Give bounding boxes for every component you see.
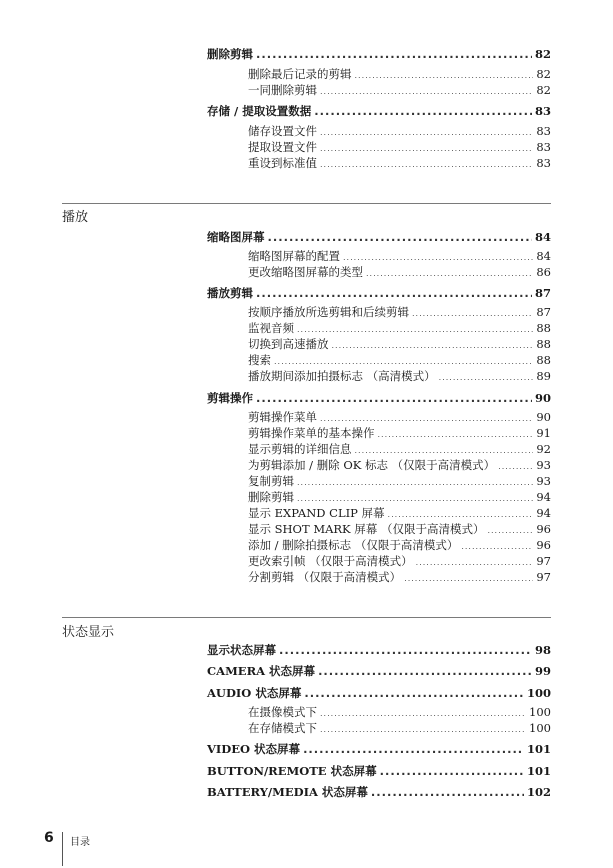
toc-entry[interactable]	[248, 155, 551, 171]
leader-dots	[320, 414, 533, 423]
toc-entry-label: 显示 EXPAND CLIP 屏幕	[248, 506, 385, 520]
toc-entry[interactable]	[207, 285, 551, 301]
toc-entry[interactable]	[248, 336, 551, 352]
toc-entry-label: 更改索引帧 （仅限于高清模式）	[248, 554, 413, 568]
toc-entry[interactable]	[207, 741, 551, 757]
toc-entry-label: 剪辑操作	[207, 391, 253, 405]
toc-entry-page: 90	[534, 391, 551, 405]
footer-page-number: 6	[44, 830, 54, 846]
section-divider	[62, 203, 551, 204]
toc-entry-label: 添加 / 删除拍摄标志 （仅限于高清模式）	[248, 538, 459, 552]
toc-entry[interactable]	[248, 304, 551, 320]
toc-entry-page: 101	[526, 742, 551, 756]
toc-entry-page: 100	[529, 705, 551, 719]
leader-dots	[343, 253, 533, 262]
toc-entry[interactable]	[248, 473, 551, 489]
toc-entry-label: 缩略图屏幕的配置	[248, 249, 340, 263]
toc-entry[interactable]	[248, 368, 551, 384]
toc-entry-label: 复制剪辑	[248, 474, 294, 488]
toc-entry-label: 删除剪辑	[248, 490, 294, 504]
toc-entry-page: 96	[536, 522, 551, 536]
toc-entry-page: 92	[536, 442, 551, 456]
toc-entry-label: 缩略图屏幕	[207, 230, 265, 244]
leader-dots	[388, 510, 534, 519]
leader-dots	[378, 430, 534, 439]
toc-entry-page: 82	[536, 67, 551, 81]
toc-entry-label: 切换到高速播放	[248, 337, 329, 351]
leader-dots	[268, 230, 532, 244]
toc-entry-label: BATTERY/MEDIA 状态屏幕	[207, 785, 368, 799]
leader-dots	[412, 309, 533, 318]
toc-entry[interactable]	[248, 425, 551, 441]
toc-entry-label: VIDEO 状态屏幕	[207, 742, 301, 756]
toc-entry[interactable]	[248, 720, 551, 736]
toc-entry[interactable]	[248, 704, 551, 720]
toc-entry[interactable]	[248, 409, 551, 425]
leader-dots	[318, 664, 532, 678]
toc-entry-page: 88	[536, 337, 551, 351]
toc-entry-page: 88	[536, 321, 551, 335]
toc-entry[interactable]	[207, 763, 551, 779]
toc-entry-label: 显示剪辑的详细信息	[248, 442, 352, 456]
toc-entry-page: 87	[536, 305, 551, 319]
leader-dots	[371, 785, 524, 799]
toc-entry-page: 102	[526, 785, 551, 799]
toc-entry-page: 83	[536, 156, 551, 170]
toc-entry-label: 分割剪辑 （仅限于高清模式）	[248, 570, 402, 584]
footer-divider	[62, 832, 63, 866]
toc-entry-label: CAMERA 状态屏幕	[207, 664, 316, 678]
toc-entry-page: 88	[536, 353, 551, 367]
toc-entry[interactable]	[207, 390, 551, 406]
toc-entry[interactable]	[207, 784, 551, 800]
leader-dots	[355, 71, 534, 80]
toc-entry-page: 91	[536, 426, 551, 440]
toc-entry[interactable]	[207, 46, 551, 62]
leader-dots	[498, 462, 533, 471]
leader-dots	[274, 357, 533, 366]
toc-entry[interactable]	[248, 82, 551, 98]
toc-entry-page: 86	[536, 265, 551, 279]
toc-entry[interactable]	[207, 229, 551, 245]
toc-entry[interactable]	[248, 537, 551, 553]
toc-entry[interactable]	[248, 457, 551, 473]
toc-entry[interactable]	[248, 521, 551, 537]
toc-entry-label: 剪辑操作菜单的基本操作	[248, 426, 375, 440]
toc-entry-label: 存储 / 提取设置数据	[207, 104, 312, 118]
toc-entry-page: 99	[534, 664, 551, 678]
toc-entry-label: 剪辑操作菜单	[248, 410, 317, 424]
toc-entry-label: 搜索	[248, 353, 271, 367]
toc-entry[interactable]	[248, 320, 551, 336]
toc-entry-label: 显示 SHOT MARK 屏幕 （仅限于高清模式）	[248, 522, 485, 536]
toc-entry-label: 在存储模式下	[248, 721, 317, 735]
section-title-playback: 播放	[62, 210, 89, 225]
leader-dots	[256, 391, 532, 405]
leader-dots	[320, 144, 533, 153]
toc-entry-label: 监视音频	[248, 321, 294, 335]
toc-entry[interactable]	[207, 663, 551, 679]
toc-entry[interactable]	[248, 139, 551, 155]
leader-dots	[355, 446, 534, 455]
leader-dots	[304, 686, 524, 700]
toc-entry-page: 101	[526, 764, 551, 778]
leader-dots	[416, 558, 534, 567]
leader-dots	[320, 128, 533, 137]
toc-entry[interactable]	[248, 264, 551, 280]
toc-entry-page: 83	[536, 140, 551, 154]
leader-dots	[314, 104, 532, 118]
toc-entry-label: 播放期间添加拍摄标志 （高清模式）	[248, 369, 436, 383]
toc-entry[interactable]	[248, 441, 551, 457]
leader-dots	[297, 494, 533, 503]
toc-entry-page: 100	[529, 721, 551, 735]
toc-entry-label: 显示状态屏幕	[207, 643, 276, 657]
toc-entry-label: 删除最后记录的剪辑	[248, 67, 352, 81]
leader-dots	[320, 725, 526, 734]
toc-entry[interactable]	[248, 248, 551, 264]
toc-entry-page: 94	[536, 490, 551, 504]
leader-dots	[320, 160, 533, 169]
toc-entry-label: 删除剪辑	[207, 47, 253, 61]
section-title-status: 状态显示	[62, 625, 115, 640]
leader-dots	[297, 478, 533, 487]
toc-entry-page: 97	[536, 570, 551, 584]
leader-dots	[320, 87, 533, 96]
leader-dots	[380, 764, 524, 778]
toc-entry[interactable]	[248, 123, 551, 139]
toc-entry[interactable]	[207, 642, 551, 658]
leader-dots	[461, 542, 533, 551]
toc-entry[interactable]	[248, 553, 551, 569]
toc-entry-label: BUTTON/REMOTE 状态屏幕	[207, 764, 377, 778]
toc-entry-page: 82	[534, 47, 551, 61]
toc-entry-label: AUDIO 状态屏幕	[207, 686, 302, 700]
leader-dots	[303, 742, 524, 756]
leader-dots	[256, 286, 532, 300]
toc-entry-page: 83	[536, 124, 551, 138]
toc-entry-page: 94	[536, 506, 551, 520]
toc-entry-label: 更改缩略图屏幕的类型	[248, 265, 363, 279]
toc-entry-label: 重设到标准值	[248, 156, 317, 170]
toc-entry-page: 89	[536, 369, 551, 383]
leader-dots	[487, 526, 533, 535]
leader-dots	[279, 643, 532, 657]
toc-entry[interactable]	[248, 352, 551, 368]
toc-entry-label: 为剪辑添加 / 删除 OK 标志 （仅限于高清模式）	[248, 458, 496, 472]
toc-entry-page: 98	[534, 643, 551, 657]
toc-entry-page: 84	[536, 249, 551, 263]
toc-entry-page: 82	[536, 83, 551, 97]
toc-entry-label: 播放剪辑	[207, 286, 253, 300]
leader-dots	[332, 341, 534, 350]
toc-entry-label: 在摄像模式下	[248, 705, 317, 719]
toc-entry-page: 87	[534, 286, 551, 300]
toc-entry-label: 一同删除剪辑	[248, 83, 317, 97]
leader-dots	[439, 373, 534, 382]
leader-dots	[320, 709, 526, 718]
section-divider	[62, 617, 551, 618]
toc-entry[interactable]	[248, 505, 551, 521]
toc-entry-page: 97	[536, 554, 551, 568]
toc-entry-label: 储存设置文件	[248, 124, 317, 138]
toc-entry-page: 96	[536, 538, 551, 552]
leader-dots	[256, 47, 532, 61]
footer-label: 目录	[70, 837, 90, 848]
toc-entry-page: 100	[526, 686, 551, 700]
toc-entry[interactable]	[207, 103, 551, 119]
toc-entry[interactable]	[248, 66, 551, 82]
toc-entry-page: 93	[536, 458, 551, 472]
toc-entry-page: 90	[536, 410, 551, 424]
leader-dots	[404, 574, 533, 583]
toc-entry[interactable]	[248, 489, 551, 505]
toc-entry-page: 83	[534, 104, 551, 118]
toc-entry-page: 84	[534, 230, 551, 244]
toc-entry[interactable]	[207, 685, 551, 701]
leader-dots	[297, 325, 533, 334]
toc-entry-label: 按顺序播放所选剪辑和后续剪辑	[248, 305, 409, 319]
toc-entry-label: 提取设置文件	[248, 140, 317, 154]
toc-entry[interactable]	[248, 569, 551, 585]
leader-dots	[366, 269, 533, 278]
toc-entry-page: 93	[536, 474, 551, 488]
